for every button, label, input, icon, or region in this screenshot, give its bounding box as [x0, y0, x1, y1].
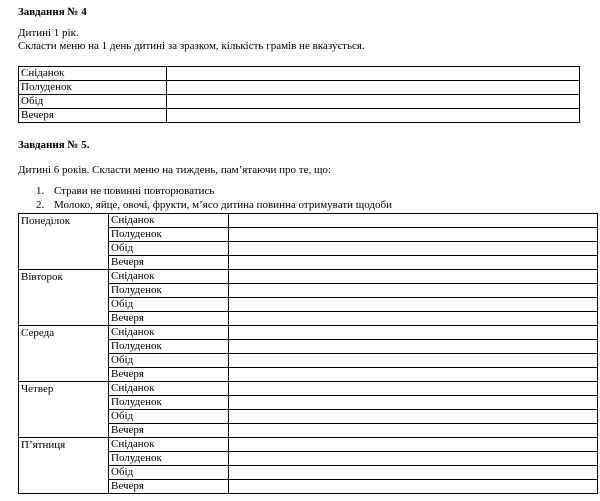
- table-row: [19, 81, 580, 95]
- list-text: Молоко, яйце, овочі, фрукти, м’ясо дитина повинна отримувати щодоби: [54, 199, 393, 211]
- meal-entry-cell[interactable]: [229, 284, 598, 298]
- table-row: [19, 109, 580, 123]
- meal-label: Обід: [19, 95, 167, 109]
- meal-label: Вечеря: [109, 424, 229, 438]
- meal-label: Полуденок: [109, 396, 229, 410]
- meal-entry-cell[interactable]: [229, 368, 598, 382]
- meal-entry-cell[interactable]: [229, 298, 598, 312]
- meal-entry-cell[interactable]: [229, 480, 598, 494]
- meal-label: Обід: [109, 242, 229, 256]
- meal-label: Полуденок: [109, 452, 229, 466]
- meal-entry-cell[interactable]: [229, 354, 598, 368]
- day-label: Понеділок: [19, 214, 109, 270]
- table-row: [19, 95, 580, 109]
- table-row: [19, 67, 580, 81]
- meal-entry-cell[interactable]: [167, 67, 580, 81]
- meal-label: Полуденок: [109, 340, 229, 354]
- list-number: 1.: [36, 185, 45, 197]
- meal-label: Вечеря: [109, 256, 229, 270]
- meal-label: Вечеря: [109, 368, 229, 382]
- meal-label: Вечеря: [109, 480, 229, 494]
- meal-entry-cell[interactable]: [167, 95, 580, 109]
- task5-item-1: [36, 185, 214, 198]
- meal-entry-cell[interactable]: [229, 228, 598, 242]
- list-number: 2.: [36, 199, 45, 211]
- meal-entry-cell[interactable]: [229, 396, 598, 410]
- meal-entry-cell[interactable]: [229, 242, 598, 256]
- meal-label: Сніданок: [109, 326, 229, 340]
- meal-label: Обід: [109, 354, 229, 368]
- table-row: [19, 438, 598, 452]
- task5-intro: Дитині 6 років. Скласти меню на тиждень, пам’ятаючи про те, що:: [18, 164, 331, 176]
- task4-title: Завдання № 4: [18, 6, 87, 18]
- meal-label: Полуденок: [109, 284, 229, 298]
- table-row: [19, 214, 598, 228]
- meal-entry-cell[interactable]: [229, 466, 598, 480]
- task5-title: Завдання № 5.: [18, 139, 90, 151]
- table-row: [19, 382, 598, 396]
- meal-entry-cell[interactable]: [229, 214, 598, 228]
- meal-entry-cell[interactable]: [229, 382, 598, 396]
- meal-entry-cell[interactable]: [229, 452, 598, 466]
- meal-entry-cell[interactable]: [229, 256, 598, 270]
- list-text: Страви не повинні повторюватись: [54, 185, 215, 197]
- meal-label: Сніданок: [109, 438, 229, 452]
- day-label: Вівторок: [19, 270, 109, 326]
- meal-entry-cell[interactable]: [229, 340, 598, 354]
- meal-label: Вечеря: [19, 109, 167, 123]
- meal-label: Сніданок: [19, 67, 167, 81]
- meal-entry-cell[interactable]: [229, 312, 598, 326]
- task4-line1: Дитині 1 рік.: [18, 27, 79, 39]
- meal-label: Обід: [109, 298, 229, 312]
- meal-entry-cell[interactable]: [229, 270, 598, 284]
- task4-menu-table: [18, 66, 580, 123]
- day-label: Середа: [19, 326, 109, 382]
- meal-entry-cell[interactable]: [229, 438, 598, 452]
- meal-entry-cell[interactable]: [167, 81, 580, 95]
- meal-label: Вечеря: [109, 312, 229, 326]
- day-label: П’ятниця: [19, 438, 109, 494]
- meal-label: Обід: [109, 410, 229, 424]
- task4-line2: Скласти меню на 1 день дитині за зразком, кількість грамів не вказується.: [18, 40, 365, 52]
- meal-entry-cell[interactable]: [229, 410, 598, 424]
- day-label: Четвер: [19, 382, 109, 438]
- meal-label: Полуденок: [109, 228, 229, 242]
- meal-label: Сніданок: [109, 382, 229, 396]
- meal-entry-cell[interactable]: [229, 326, 598, 340]
- table-row: [19, 270, 598, 284]
- meal-entry-cell[interactable]: [167, 109, 580, 123]
- meal-label: Полуденок: [19, 81, 167, 95]
- meal-label: Сніданок: [109, 270, 229, 284]
- task5-item-2: [36, 199, 392, 212]
- task5-week-menu-table: [18, 213, 598, 494]
- meal-entry-cell[interactable]: [229, 424, 598, 438]
- meal-label: Обід: [109, 466, 229, 480]
- meal-label: Сніданок: [109, 214, 229, 228]
- table-row: [19, 326, 598, 340]
